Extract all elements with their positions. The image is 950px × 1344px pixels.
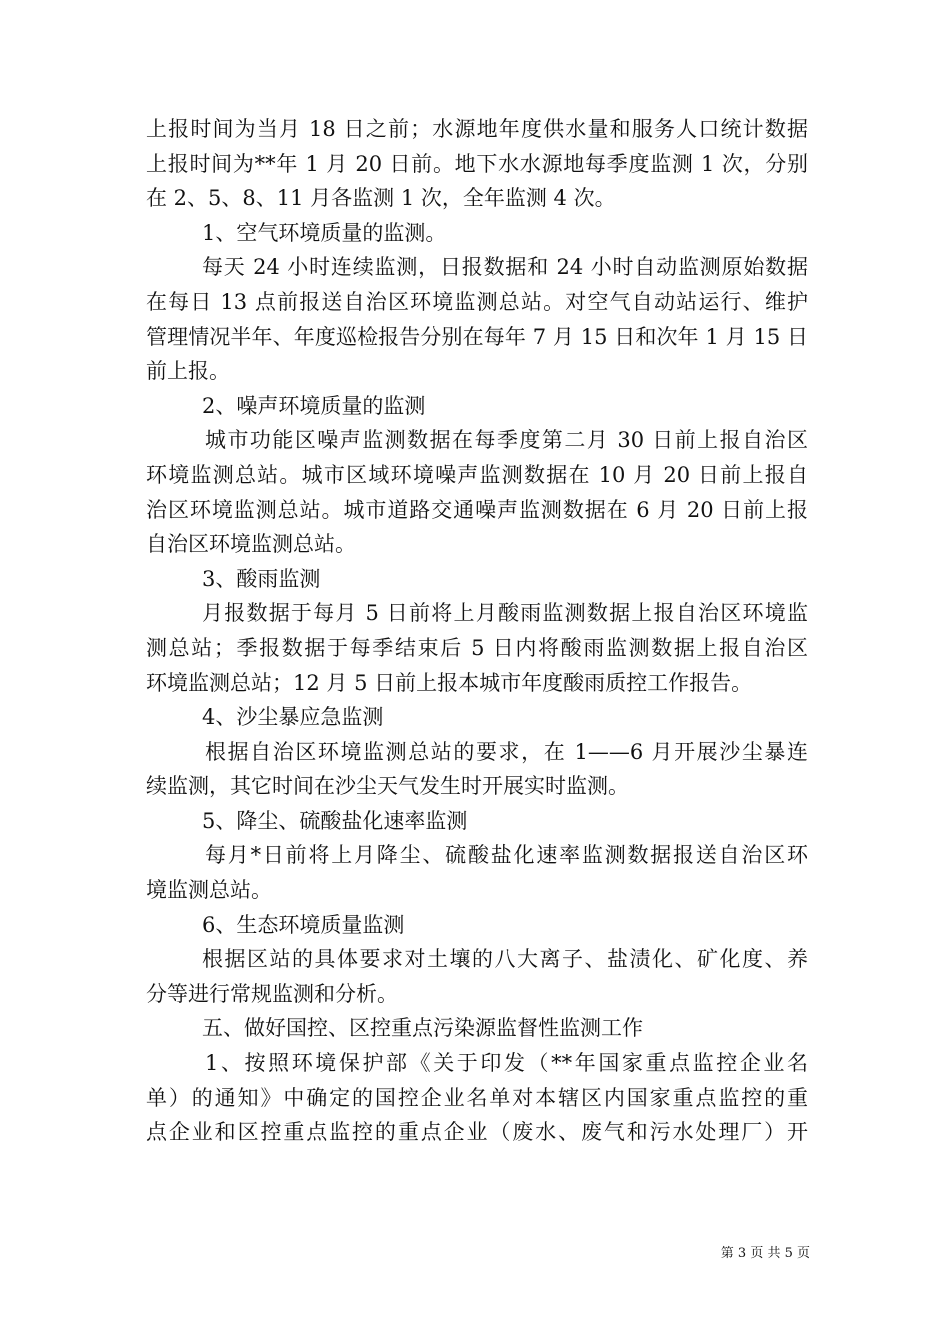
text-line: 根据区站的具体要求对土壤的八大离子、盐渍化、矿化度、养 [202, 947, 808, 972]
text-line: 前上报。 [146, 359, 230, 384]
document-body [146, 112, 808, 1150]
text-line: 五、做好国控、区控重点污染源监督性监测工作 [202, 1016, 643, 1041]
text-line: 单）的通知》中确定的国控企业名单对本辖区内国家重点监控的重 [146, 1085, 808, 1110]
text-line: 1、按照环境保护部《关于印发（**年国家重点监控企业名 [205, 1051, 808, 1076]
text-line: 在 2、5、8、11 月各监测 1 次，全年监测 4 次。 [146, 186, 616, 211]
text-line: 点企业和区控重点监控的重点企业（废水、废气和污水处理厂）开 [146, 1120, 808, 1145]
text-line: 分等进行常规监测和分析。 [146, 981, 398, 1006]
paragraph [146, 250, 808, 388]
paragraph [146, 1046, 808, 1150]
paragraph [146, 735, 808, 804]
text-line: 治区环境监测总站。城市道路交通噪声监测数据在 6 月 20 日前上报 [146, 497, 808, 522]
text-line: 自治区环境监测总站。 [146, 532, 356, 557]
paragraph [146, 112, 808, 216]
section-heading [146, 700, 808, 735]
text-line: 每天 24 小时连续监测，日报数据和 24 小时自动监测原始数据 [202, 255, 808, 280]
text-line: 续监测，其它时间在沙尘天气发生时开展实时监测。 [146, 774, 629, 799]
paragraph [146, 596, 808, 700]
text-line: 测总站；季报数据于每季结束后 5 日内将酸雨监测数据上报自治区 [146, 635, 808, 660]
text-line: 管理情况半年、年度巡检报告分别在每年 7 月 15 日和次年 1 月 15 日 [146, 324, 808, 349]
text-line: 6、生态环境质量监测 [202, 912, 405, 937]
text-line: 每月*日前将上月降尘、硫酸盐化速率监测数据报送自治区环 [205, 843, 808, 868]
text-line: 2、噪声环境质量的监测 [202, 393, 426, 418]
section-heading [146, 389, 808, 424]
text-line: 环境监测总站；12 月 5 日前上报本城市年度酸雨质控工作报告。 [146, 670, 753, 695]
section-heading [146, 908, 808, 943]
text-line: 城市功能区噪声监测数据在每季度第二月 30 日前上报自治区 [205, 428, 808, 453]
text-line: 月报数据于每月 5 日前将上月酸雨监测数据上报自治区环境监 [202, 601, 808, 626]
section-heading [146, 562, 808, 597]
paragraph [146, 838, 808, 907]
text-line: 境监测总站。 [146, 878, 272, 903]
text-line: 4、沙尘暴应急监测 [202, 705, 384, 730]
section-heading [146, 804, 808, 839]
paragraph [146, 942, 808, 1011]
text-line: 3、酸雨监测 [202, 566, 321, 591]
text-line: 根据自治区环境监测总站的要求，在 1——6 月开展沙尘暴连 [205, 739, 808, 764]
text-line: 上报时间为**年 1 月 20 日前。地下水水源地每季度监测 1 次，分别 [146, 151, 808, 176]
section-heading [146, 1011, 808, 1046]
page-number: 第 3 页 共 5 页 [720, 1246, 810, 1261]
text-line: 在每日 13 点前报送自治区环境监测总站。对空气自动站运行、维护 [146, 289, 808, 314]
paragraph [146, 423, 808, 561]
text-line: 5、降尘、硫酸盐化速率监测 [202, 808, 468, 833]
text-line: 环境监测总站。城市区域环境噪声监测数据在 10 月 20 日前上报自 [146, 462, 808, 487]
text-line: 上报时间为当月 18 日之前；水源地年度供水量和服务人口统计数据 [146, 117, 808, 141]
section-heading [146, 216, 808, 251]
text-line: 1、空气环境质量的监测。 [202, 220, 447, 245]
